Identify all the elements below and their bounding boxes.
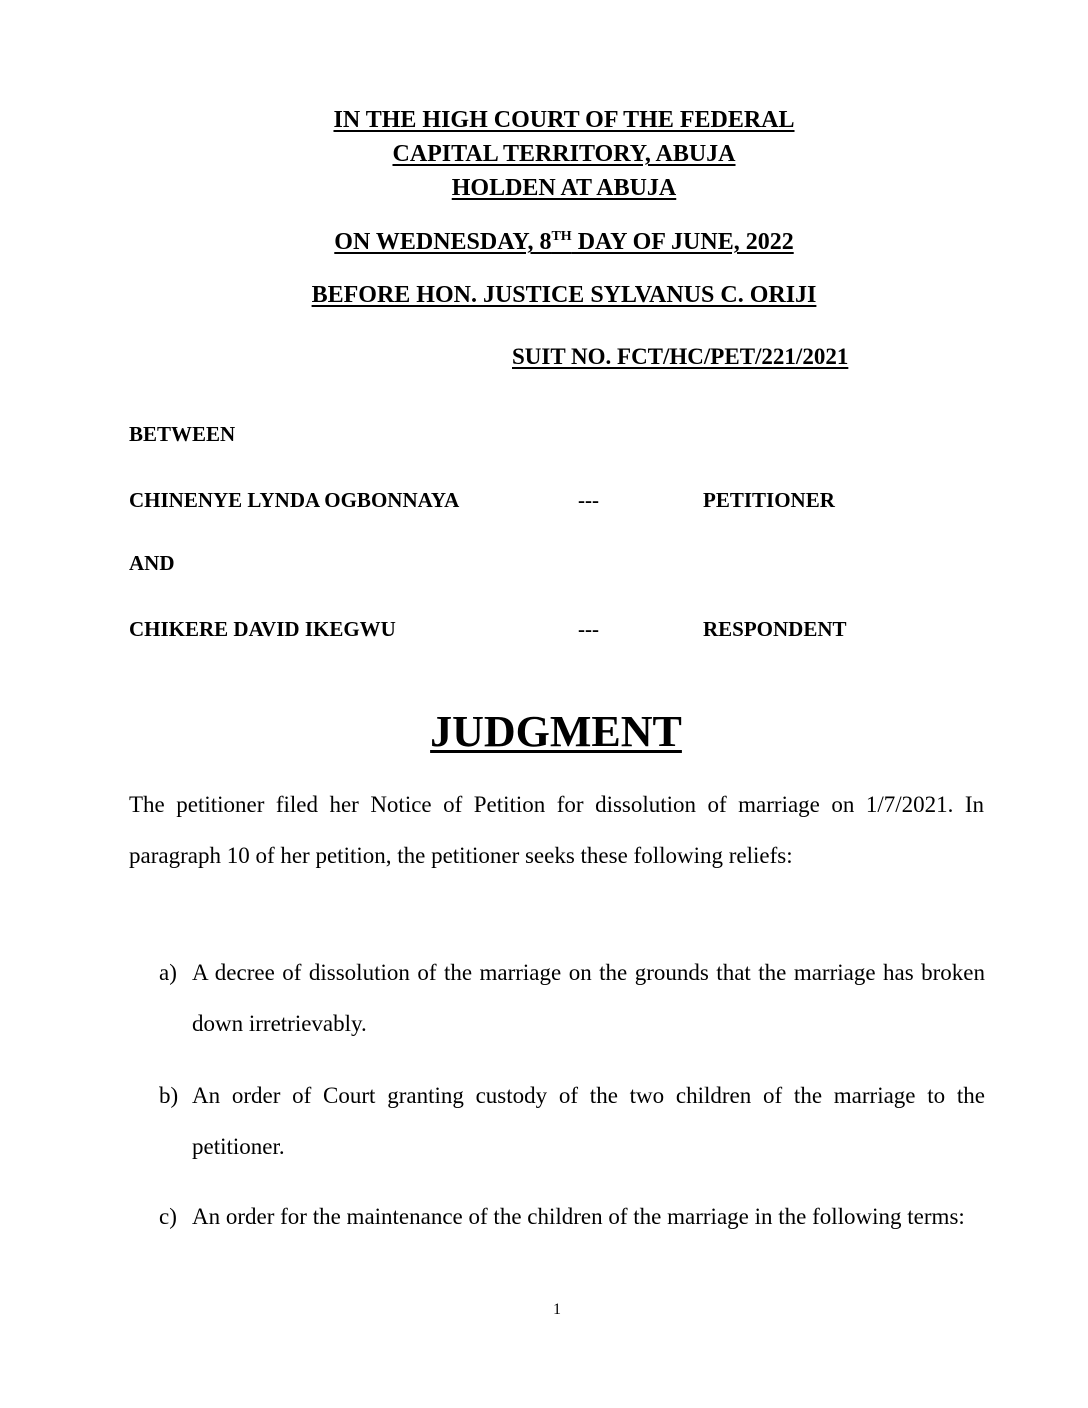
- relief-text: An order of Court granting custody of the two children of the marriage to the petitioner.: [192, 1083, 985, 1159]
- respondent-separator: ---: [578, 617, 599, 641]
- relief-label: b): [159, 1083, 179, 1108]
- petitioner-role: PETITIONER: [703, 488, 835, 512]
- between-label: BETWEEN: [129, 422, 236, 446]
- petitioner-separator: ---: [578, 488, 599, 512]
- and-label: AND: [129, 551, 175, 575]
- relief-text: A decree of dissolution of the marriage on the grounds that the marriage has broken down irretrievably.: [192, 960, 985, 1036]
- relief-label: c): [159, 1204, 177, 1229]
- relief-text: An order for the maintenance of the children of the marriage in the following terms:: [192, 1204, 965, 1229]
- intro-paragraph: The petitioner filed her Notice of Petition for dissolution of marriage on 1/7/2021. In paragraph 10 of her petition, the petitioner seeks these following reliefs:: [129, 792, 984, 868]
- judgment-date-prefix: ON WEDNESDAY, 8: [334, 229, 552, 255]
- judgment-date-ordinal: TH: [551, 229, 572, 244]
- presiding-judge: BEFORE HON. JUSTICE SYLVANUS C. ORIJI: [311, 282, 817, 308]
- judgment-date: [0, 225, 1088, 259]
- judgment-date-suffix: DAY OF JUNE, 2022: [571, 229, 794, 255]
- relief-label: a): [159, 960, 177, 985]
- court-title-line-1: IN THE HIGH COURT OF THE FEDERAL: [333, 107, 795, 133]
- judgment-title: JUDGMENT: [430, 707, 682, 756]
- suit-number: SUIT NO. FCT/HC/PET/221/2021: [512, 344, 849, 369]
- respondent-role: RESPONDENT: [703, 617, 847, 641]
- court-title-line-3: HOLDEN AT ABUJA: [451, 175, 677, 201]
- respondent-name: CHIKERE DAVID IKEGWU: [129, 617, 396, 641]
- page-number: 1: [553, 1301, 561, 1318]
- court-title-line-2: CAPITAL TERRITORY, ABUJA: [392, 141, 736, 167]
- petitioner-name: CHINENYE LYNDA OGBONNAYA: [129, 488, 460, 512]
